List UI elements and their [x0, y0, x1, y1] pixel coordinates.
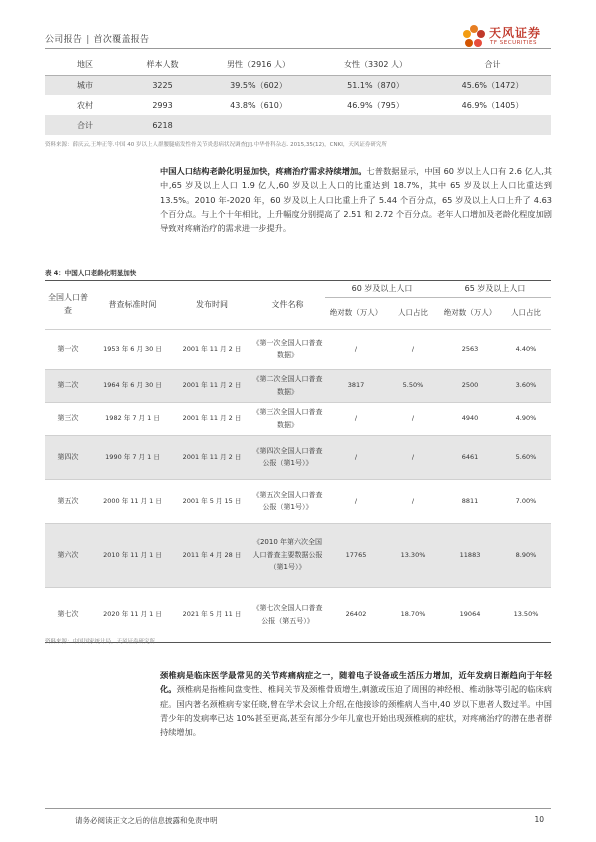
- table-cell: 8.90%: [515, 550, 537, 559]
- table-group-header-row: [45, 281, 551, 297]
- logo-text-en: TF SECURITIES: [490, 40, 537, 46]
- table-cell: [434, 115, 551, 135]
- table-cell: 2500: [461, 381, 479, 390]
- page-number: 10: [534, 815, 544, 824]
- table-cell: 46.9%（1405）: [461, 100, 524, 110]
- table-cell: 46.9%（795）: [347, 100, 404, 110]
- table-row: [45, 75, 551, 95]
- table-cell: 2001 年 11 月 2 日: [182, 414, 242, 423]
- table-cell: [317, 115, 434, 135]
- table-cell: 13.50%: [513, 610, 539, 619]
- table-cell: 7.00%: [515, 496, 537, 505]
- table-row: [45, 587, 551, 642]
- report-type-a: 公司报告: [45, 35, 83, 45]
- table-cell: 26402: [345, 610, 367, 619]
- report-type: [45, 32, 149, 45]
- table-cell: /: [354, 496, 358, 505]
- table-cell: 3.60%: [515, 381, 537, 390]
- table-cell: 8811: [461, 496, 479, 505]
- table-cell: 城市: [77, 80, 93, 90]
- table-row: [45, 329, 551, 369]
- table-header-cell: 全国人口普查: [48, 293, 88, 315]
- table-cell: 第七次: [57, 610, 79, 619]
- table-header-cell: 男性（2916 人）: [227, 60, 290, 70]
- aging-paragraph-lead: 中国人口结构老龄化明显加快，疼痛治疗需求持续增加。: [160, 166, 367, 176]
- cervical-paragraph: [160, 668, 552, 739]
- table-header-cell: 女性（3302 人）: [344, 60, 407, 70]
- table-cell: /: [354, 344, 358, 353]
- header-separator: |: [86, 35, 90, 45]
- table-header-cell: 文件名称: [271, 299, 304, 309]
- table-cell: 2010 年 11 月 1 日: [103, 550, 162, 559]
- table-cell: 2993: [152, 100, 173, 110]
- table-cell: 13.30%: [400, 550, 426, 559]
- cervical-paragraph-lead: 颈椎病是临床医学最常见的关节疼痛病症之一，随着电子设备或生活压力增加，近年发病日渐趋向于年轻化。: [160, 670, 552, 695]
- table-row: [45, 523, 551, 587]
- table-cell: 2001 年 11 月 2 日: [182, 381, 242, 390]
- flower-logo-icon: [461, 24, 487, 50]
- table-cell: 3225: [152, 80, 173, 90]
- table-header-cell: 发布时间: [196, 299, 228, 309]
- table-cell: 《第四次全国人口普查公报（第1号）》: [252, 446, 323, 467]
- table-cell: 第六次: [57, 550, 79, 559]
- table-cell: 合计: [77, 120, 93, 130]
- table-cell: 51.1%（870）: [347, 80, 404, 90]
- table-cell: 11883: [459, 550, 481, 559]
- table-cell: 6461: [461, 452, 479, 461]
- aging-paragraph: [160, 164, 552, 235]
- table-cell: 第一次: [57, 344, 79, 353]
- table-cell: 4940: [461, 414, 479, 423]
- table-cell: 3817: [347, 381, 365, 390]
- group-header-65: 65 岁及以上人口: [439, 281, 551, 297]
- table-cell: 农村: [77, 100, 93, 110]
- table-cell: 39.5%（602）: [230, 80, 287, 90]
- table-cell: 第三次: [57, 414, 79, 423]
- table-row: [45, 115, 551, 135]
- logo-text-cn: 天风证券: [489, 26, 542, 40]
- table-cell: 43.8%（610）: [230, 100, 287, 110]
- table-cell: 《第三次全国人口普查数据》: [252, 408, 323, 429]
- cervical-paragraph-body: 颈椎病是指椎间盘变性、椎间关节及颈椎骨质增生,刺激或压迫了周围的神经根、椎动脉等引起的临床病症。国内著名颈椎病专家任晓,曾在学术会议上介绍,在他接诊的颈椎病人当中,40 岁以下患者人数过半。中国青少年的发病率已达 10%甚至更高,甚至有部分少年儿童也开始出现颈椎病的症状，对疼痛治疗的潜在患者群持续增加。: [160, 684, 552, 738]
- table-source-row: [45, 135, 551, 149]
- table-row: [45, 95, 551, 115]
- table-cell: 45.6%（1472）: [461, 80, 524, 90]
- table-source: 资料来源：中国国家统计局，天风证券研究所: [45, 639, 156, 645]
- table-cell: 2001 年 5 月 15 日: [182, 496, 242, 505]
- table-cell: 2021 年 5 月 11 日: [182, 610, 242, 619]
- table-cell: 5.50%: [402, 381, 424, 390]
- table-cell: 第二次: [57, 381, 79, 390]
- table-row: [45, 402, 551, 435]
- table-cell: 第四次: [57, 452, 79, 461]
- table-cell: /: [411, 496, 415, 505]
- table-cell: 《第五次全国人口普查公报（第1号）》: [252, 490, 323, 511]
- table-header-cell: 合计: [484, 60, 501, 70]
- table-cell: 6218: [152, 120, 173, 130]
- footer-divider: [45, 808, 551, 809]
- table-header-row: [45, 55, 551, 75]
- disclaimer-text: 请务必阅读正文之后的信息披露和免责申明: [75, 816, 218, 825]
- table-caption: 表 4：中国人口老龄化明显加快: [45, 269, 137, 277]
- table-cell: [200, 115, 317, 135]
- table-source: 资料来源：薛庆云,王坤正等.中国 40 岁以上人群腰腿痛发性骨关节炎患病状况调查[J].中华骨科杂志. 2015,35(12)，CNKI，天风证券研究所: [45, 142, 387, 148]
- table-header-cell: 人口占比: [511, 307, 541, 317]
- table-cell: 18.70%: [400, 610, 426, 619]
- table-header-cell: 绝对数（万人）: [443, 307, 497, 317]
- aging-census-table: [45, 281, 551, 643]
- table-cell: 19064: [459, 610, 481, 619]
- table-cell: 《第二次全国人口普查数据》: [252, 375, 323, 396]
- group-header-60: 60 岁及以上人口: [325, 281, 439, 297]
- table-header-cell: 绝对数（万人）: [329, 307, 383, 317]
- header-divider: [45, 48, 551, 49]
- table-cell: /: [354, 414, 358, 423]
- table-cell: 1953 年 6 月 30 日: [103, 344, 162, 353]
- table-row: [45, 369, 551, 402]
- table-cell: 第五次: [57, 496, 79, 505]
- aging-paragraph-body: 七普数据显示，中国 60 岁以上人口有 2.6 亿人,其中,65 岁及以上人口 1.9 亿人,60 岁及以上人口的比重达到 18.7%，其中 65 岁及以上人口比重达到 13.5%。2010 年-2020 年，60 岁及以上人口比重上升了 5.44 个百分点，65 岁及以上人口上升了 4.63 个百分点。与上个十年相比，上升幅度分别提高了 2.51 和 2.72 个百分点。老年人口增加及老龄化程度加剧导致对疼痛治疗的需求进一步提升。: [160, 166, 552, 234]
- report-type-b: 首次覆盖报告: [93, 35, 150, 45]
- table-cell: 17765: [345, 550, 367, 559]
- table-header-cell: 普查标准时间: [108, 299, 157, 309]
- table-cell: 5.60%: [515, 452, 537, 461]
- table-header-cell: 地区: [77, 60, 93, 70]
- table-cell: 2001 年 11 月 2 日: [182, 452, 242, 461]
- table-row: [45, 479, 551, 523]
- table-cell: 《第一次全国人口普查数据》: [252, 338, 323, 359]
- table-cell: 1964 年 6 月 30 日: [103, 381, 162, 390]
- table-cell: /: [354, 452, 358, 461]
- table-header-cell: 人口占比: [398, 307, 428, 317]
- table-cell: /: [411, 414, 415, 423]
- table-cell: 2020 年 11 月 1 日: [103, 610, 162, 619]
- table-header-cell: 样本人数: [146, 60, 179, 70]
- table-cell: /: [411, 452, 415, 461]
- table-cell: 2001 年 11 月 2 日: [182, 344, 242, 353]
- table-cell: /: [411, 344, 415, 353]
- table-cell: 《第七次全国人口普查公报（第五号）》: [252, 604, 323, 625]
- table-row: [45, 435, 551, 479]
- table-cell: 1982 年 7 月 1 日: [105, 414, 160, 423]
- table-cell: 4.40%: [515, 344, 537, 353]
- table-cell: 2000 年 11 月 1 日: [103, 496, 162, 505]
- table-cell: 2011 年 4 月 28 日: [182, 550, 242, 559]
- table-cell: 4.90%: [515, 414, 537, 423]
- table-cell: 2563: [461, 344, 479, 353]
- prevalence-table: [45, 55, 551, 149]
- table-cell: 1990 年 7 月 1 日: [105, 452, 160, 461]
- table-cell: 《2010 年第六次全国人口普查主要数据公报（第1号）》: [252, 538, 323, 572]
